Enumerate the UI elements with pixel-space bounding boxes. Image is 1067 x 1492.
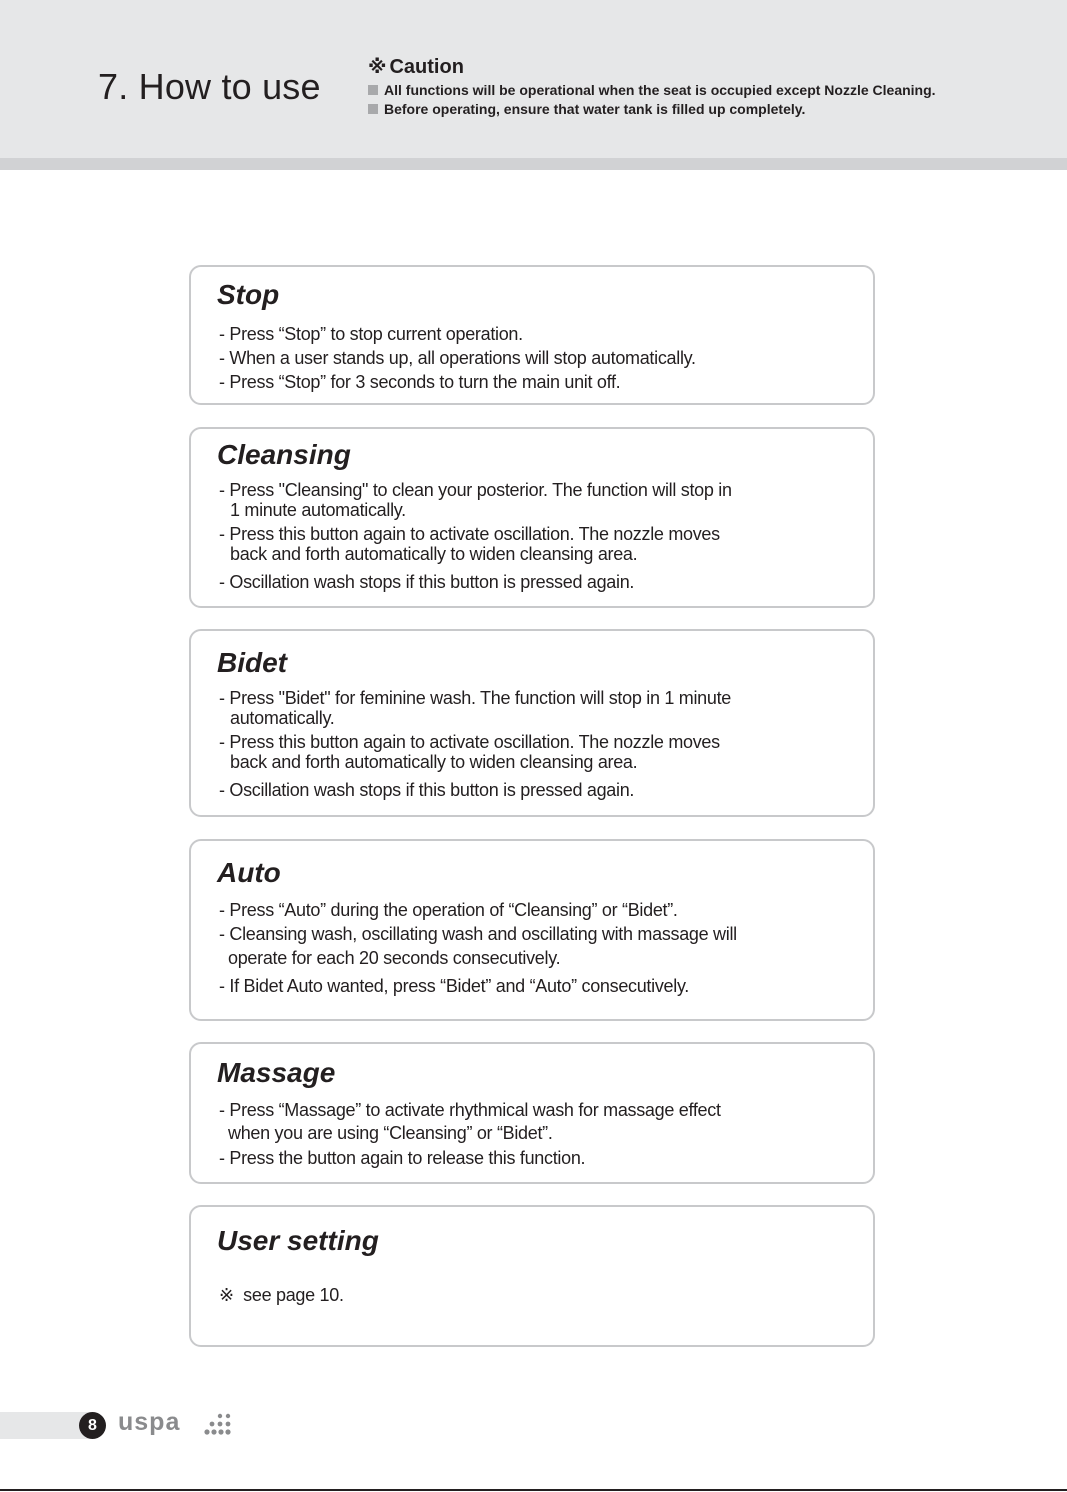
header-divider [0,158,1067,170]
massage-section [189,1042,875,1184]
bottom-rule [0,1489,1067,1491]
instruction-line: - Press "Cleansing" to clean your posterior. The function will stop in [219,480,732,500]
caution-block [368,54,1008,118]
stop-section [189,265,875,405]
section-body [219,1285,839,1305]
instruction-line: - Press “Auto” during the operation of “Cleansing” or “Bidet”. [219,900,678,920]
section-heading: Stop [217,279,280,310]
instruction-line: 1 minute automatically. [230,500,406,520]
instruction-line: - Press “Stop” for 3 seconds to turn the main unit off. [219,372,621,392]
instruction-line: - If Bidet Auto wanted, press “Bidet” and “Auto” consecutively. [219,976,690,996]
caution-line-text: Before operating, ensure that water tank is filled up completely. [384,100,806,117]
brand-logo: uspa [118,1408,181,1436]
instruction-line: - Cleansing wash, oscillating wash and oscillating with massage will [219,924,737,944]
instruction-line: - Press the button again to release this function. [219,1148,586,1168]
cleansing-section [189,427,875,608]
instruction-line: back and forth automatically to widen cleansing area. [230,752,638,772]
instruction-line: - Oscillation wash stops if this button is pressed again. [219,780,635,800]
section-body [219,480,839,592]
auto-section [189,839,875,1021]
section-body [219,322,839,394]
bidet-section [189,629,875,817]
instruction-line: operate for each 20 seconds consecutively. [228,948,561,968]
instruction-line: back and forth automatically to widen cleansing area. [230,544,638,564]
section-heading: Cleansing [217,439,351,470]
bullet-square-icon [368,104,378,114]
instruction-line: - Press "Bidet" for feminine wash. The function will stop in 1 minute [219,688,731,708]
section-heading: Bidet [217,647,287,678]
section-body [219,1099,839,1172]
page-number: 8 [79,1412,106,1439]
caution-line [368,80,1008,99]
brand-dots-icon [204,1413,232,1437]
section-body [219,898,839,998]
reference-mark-icon: ※ [368,56,387,78]
instruction-line: - Oscillation wash stops if this button is pressed again. [219,572,635,592]
bullet-square-icon [368,85,378,95]
instruction-line: - Press “Massage” to activate rhythmical wash for massage effect [219,1100,721,1120]
instruction-line: - Press this button again to activate oscillation. The nozzle moves [219,524,720,544]
section-title: 7. How to use [98,66,321,107]
section-heading: Massage [217,1057,336,1088]
caution-title: Caution [389,55,464,78]
user-setting-section [189,1205,875,1347]
instruction-line: when you are using “Cleansing” or “Bidet”. [228,1123,553,1143]
section-body [219,688,839,800]
instruction-line: - Press this button again to activate oscillation. The nozzle moves [219,732,720,752]
caution-line [368,99,1008,118]
caution-line-text: All functions will be operational when the seat is occupied except Nozzle Cleaning. [384,81,936,98]
caution-heading [368,54,1008,80]
page-reference-note: ※ see page 10. [219,1285,344,1305]
instruction-line: - When a user stands up, all operations will stop automatically. [219,348,696,368]
section-heading: Auto [217,857,281,888]
section-heading: User setting [217,1225,379,1256]
instruction-line: - Press “Stop” to stop current operation. [219,324,523,344]
instruction-line: automatically. [230,708,335,728]
